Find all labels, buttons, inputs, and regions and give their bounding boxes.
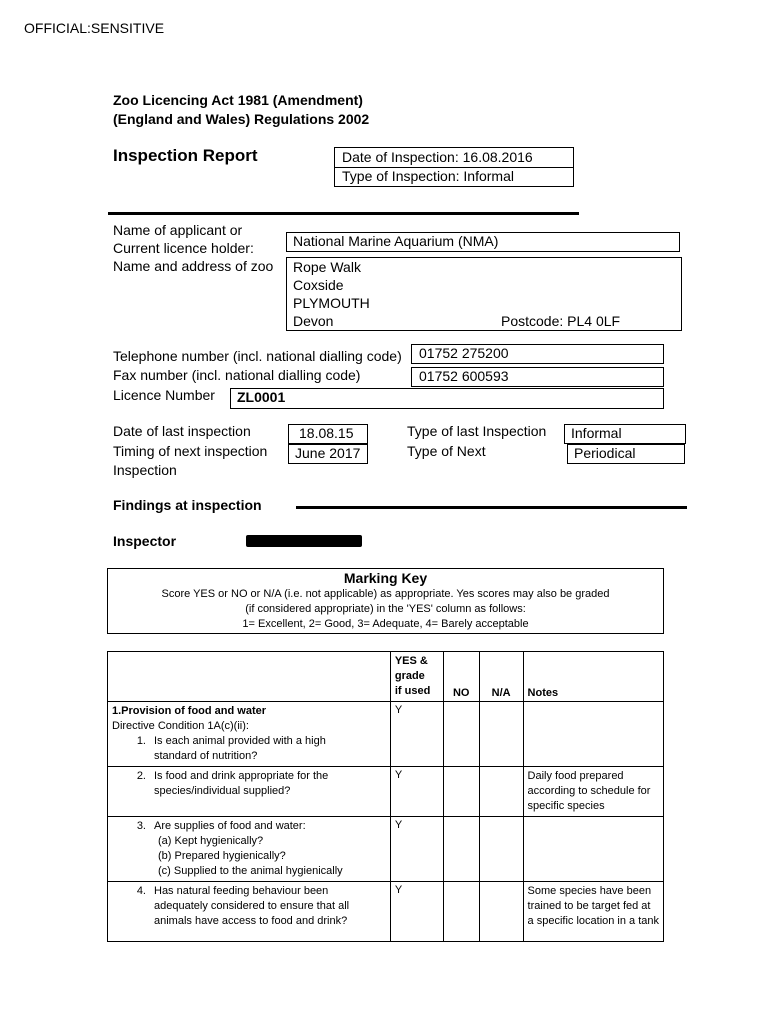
postcode: Postcode: PL4 0LF: [501, 313, 621, 329]
header-notes: Notes: [523, 652, 663, 702]
table-row: [108, 817, 664, 882]
next-timing-value: June 2017: [295, 445, 361, 461]
fax-label: Fax number (incl. national dialling code): [113, 367, 361, 383]
next-type-field: [567, 444, 685, 464]
notes-cell-3: [523, 817, 663, 882]
notes-cell-1: [523, 702, 663, 767]
licence-value: ZL0001: [237, 389, 286, 405]
address-line-1: Rope Walk: [293, 259, 361, 275]
findings-heading: Findings at inspection: [113, 497, 262, 513]
inspection-type: Type of Inspection: Informal: [342, 168, 514, 184]
question-number-3: 3.: [136, 820, 146, 832]
table-row: [108, 882, 664, 942]
marking-key-line-3: 1= Excellent, 2= Good, 3= Adequate, 4= Barely acceptable: [242, 618, 529, 630]
question-number-4: 4.: [136, 885, 146, 897]
notes-cell-2: Daily food prepared according to schedule for specific species: [523, 767, 663, 817]
telephone-value: 01752 275200: [419, 345, 509, 361]
telephone-label: Telephone number (incl. national dialling code): [113, 348, 402, 364]
na-cell-4: [479, 882, 523, 942]
subitem-c: (c) Supplied to the animal hygienically: [158, 865, 343, 877]
question-text-2: Is food and drink appropriate for the species/individual supplied?: [154, 770, 329, 797]
no-cell-1: [443, 702, 479, 767]
last-inspection-label: Date of last inspection: [113, 423, 251, 439]
yes-cell-2: Y: [390, 767, 443, 817]
applicant-label-1: Name of applicant or: [113, 222, 243, 238]
divider-rule: [108, 212, 579, 215]
question-text-3: Are supplies of food and water:: [154, 820, 306, 832]
redacted-inspector-name: [246, 535, 362, 547]
marking-key-title: Marking Key: [343, 570, 428, 586]
notes-cell-4: Some species have been trained to be target fed at a specific location in a tank: [523, 882, 663, 942]
marking-key-box: [107, 568, 664, 634]
address-line-4: Devon: [293, 313, 334, 329]
inspection-table: [107, 651, 664, 942]
inspection-date: Date of Inspection: 16.08.2016: [342, 149, 533, 165]
yes-cell-3: Y: [390, 817, 443, 882]
question-text-1: Is each animal provided with a high standard of nutrition?: [154, 735, 326, 762]
question-cell-4: [108, 882, 391, 942]
next-timing-label-2: Inspection: [113, 462, 177, 478]
subitem-a: (a) Kept hygienically?: [158, 835, 264, 847]
table-row: [108, 702, 664, 767]
header-na: N/A: [479, 652, 523, 702]
telephone-field: [411, 344, 664, 364]
section-title: 1.Provision of food and water: [112, 705, 267, 717]
yes-cell-4: Y: [390, 882, 443, 942]
licence-field: [230, 388, 664, 409]
na-cell-3: [479, 817, 523, 882]
inspection-info-box: [334, 147, 574, 187]
question-text-4: Has natural feeding behaviour been adequately considered to ensure that all animals have access to food and drink?: [154, 885, 350, 927]
findings-rule: [296, 506, 687, 509]
question-cell-3: [108, 817, 391, 882]
inspector-label: Inspector: [113, 533, 177, 549]
marking-key-line-1: Score YES or NO or N/A (i.e. not applicable) as appropriate. Yes scores may also be graded: [161, 588, 610, 600]
fax-value: 01752 600593: [419, 368, 509, 384]
next-timing-field: [288, 444, 368, 464]
applicant-value: National Marine Aquarium (NMA): [293, 233, 499, 249]
address-line-3: PLYMOUTH: [293, 295, 370, 311]
marking-key-line-2: (if considered appropriate) in the 'YES' column as follows:: [245, 603, 526, 615]
next-type-value: Periodical: [574, 445, 636, 461]
na-cell-2: [479, 767, 523, 817]
last-type-field: [564, 424, 686, 444]
directive-condition: Directive Condition 1A(c)(ii):: [112, 720, 249, 732]
licence-label: Licence Number: [113, 387, 215, 403]
table-header-row: [108, 652, 664, 702]
table-row: [108, 767, 664, 817]
next-timing-label-1: Timing of next inspection: [113, 443, 268, 459]
applicant-label-2: Current licence holder:: [113, 240, 254, 256]
address-line-2: Coxside: [293, 277, 344, 293]
last-type-value: Informal: [571, 425, 622, 441]
no-cell-3: [443, 817, 479, 882]
question-number-2: 2.: [136, 770, 146, 782]
address-label: Name and address of zoo: [113, 258, 274, 274]
last-inspection-field: [288, 424, 368, 444]
last-inspection-value: 18.08.15: [299, 425, 354, 441]
header-question-cell: [108, 652, 391, 702]
applicant-field: [286, 232, 680, 252]
fax-field: [411, 367, 664, 387]
last-type-label: Type of last Inspection: [407, 423, 547, 439]
question-cell-2: [108, 767, 391, 817]
header-no: NO: [443, 652, 479, 702]
yes-cell-1: Y: [390, 702, 443, 767]
act-title-line-1: Zoo Licencing Act 1981 (Amendment): [113, 92, 363, 108]
act-title-line-2: (England and Wales) Regulations 2002: [113, 111, 370, 127]
classification-label: OFFICIAL:SENSITIVE: [24, 20, 165, 36]
next-type-label: Type of Next: [407, 443, 486, 459]
report-title: Inspection Report: [113, 146, 258, 165]
no-cell-2: [443, 767, 479, 817]
na-cell-1: [479, 702, 523, 767]
no-cell-4: [443, 882, 479, 942]
header-yes: YES & grade if used: [390, 652, 443, 702]
question-cell-1: [108, 702, 391, 767]
address-field: [286, 257, 682, 331]
subitem-b: (b) Prepared hygienically?: [158, 850, 286, 862]
question-number-1: 1.: [136, 735, 146, 747]
